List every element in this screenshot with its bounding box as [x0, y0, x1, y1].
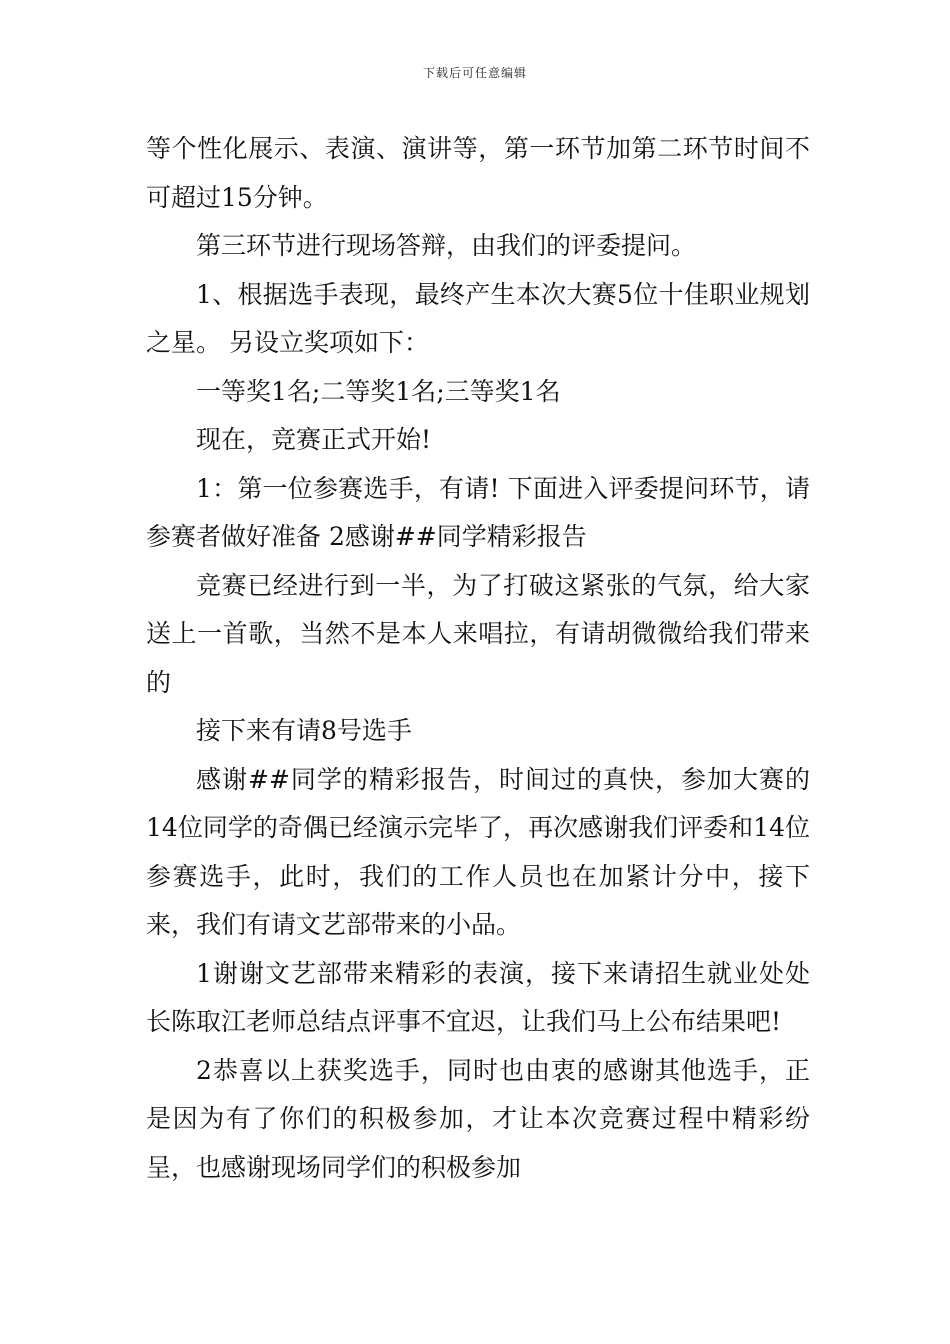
header-note: 下载后可任意编辑: [422, 66, 527, 80]
paragraph-9: 感谢##同学的精彩报告，时间过的真快，参加大赛的14位同学的奇偶已经演示完毕了，再次感谢我们评委和14位参赛选手，此时，我们的工作人员也在加紧计分中，接下来，我们有请文艺部带来的小品。: [146, 764, 810, 939]
paragraph-6: 1：第一位参赛选手，有请! 下面进入评委提问环节，请参赛者做好准备 2感谢##同学精彩报告: [146, 473, 810, 551]
paragraph-10: 1谢谢文艺部带来精彩的表演，接下来请招生就业处处长陈取江老师总结点评事不宜迟，让我们马上公布结果吧!: [146, 958, 810, 1036]
paragraph-3: 1、根据选手表现，最终产生本次大赛5位十佳职业规划之星。 另设立奖项如下：: [146, 279, 810, 357]
paragraph-1: 等个性化展示、表演、演讲等，第一环节加第二环节时间不可超过15分钟。: [146, 134, 810, 212]
paragraph-5: 现在，竞赛正式开始!: [196, 425, 432, 454]
document-body: [146, 125, 810, 1192]
paragraph-2: 第三环节进行现场答辩，由我们的评委提问。: [196, 231, 697, 260]
paragraph-8: 接下来有请8号选手: [196, 716, 412, 745]
paragraph-11: 2恭喜以上获奖选手，同时也由衷的感谢其他选手，正是因为有了你们的积极参加，才让本次竞赛过程中精彩纷呈，也感谢现场同学们的积极参加: [146, 1055, 810, 1182]
paragraph-7: 竞赛已经进行到一半，为了打破这紧张的气氛，给大家送上一首歌，当然不是本人来唱拉，有请胡微微给我们带来的: [146, 570, 810, 697]
paragraph-4: 一等奖1名;二等奖1名;三等奖1名: [196, 376, 561, 406]
